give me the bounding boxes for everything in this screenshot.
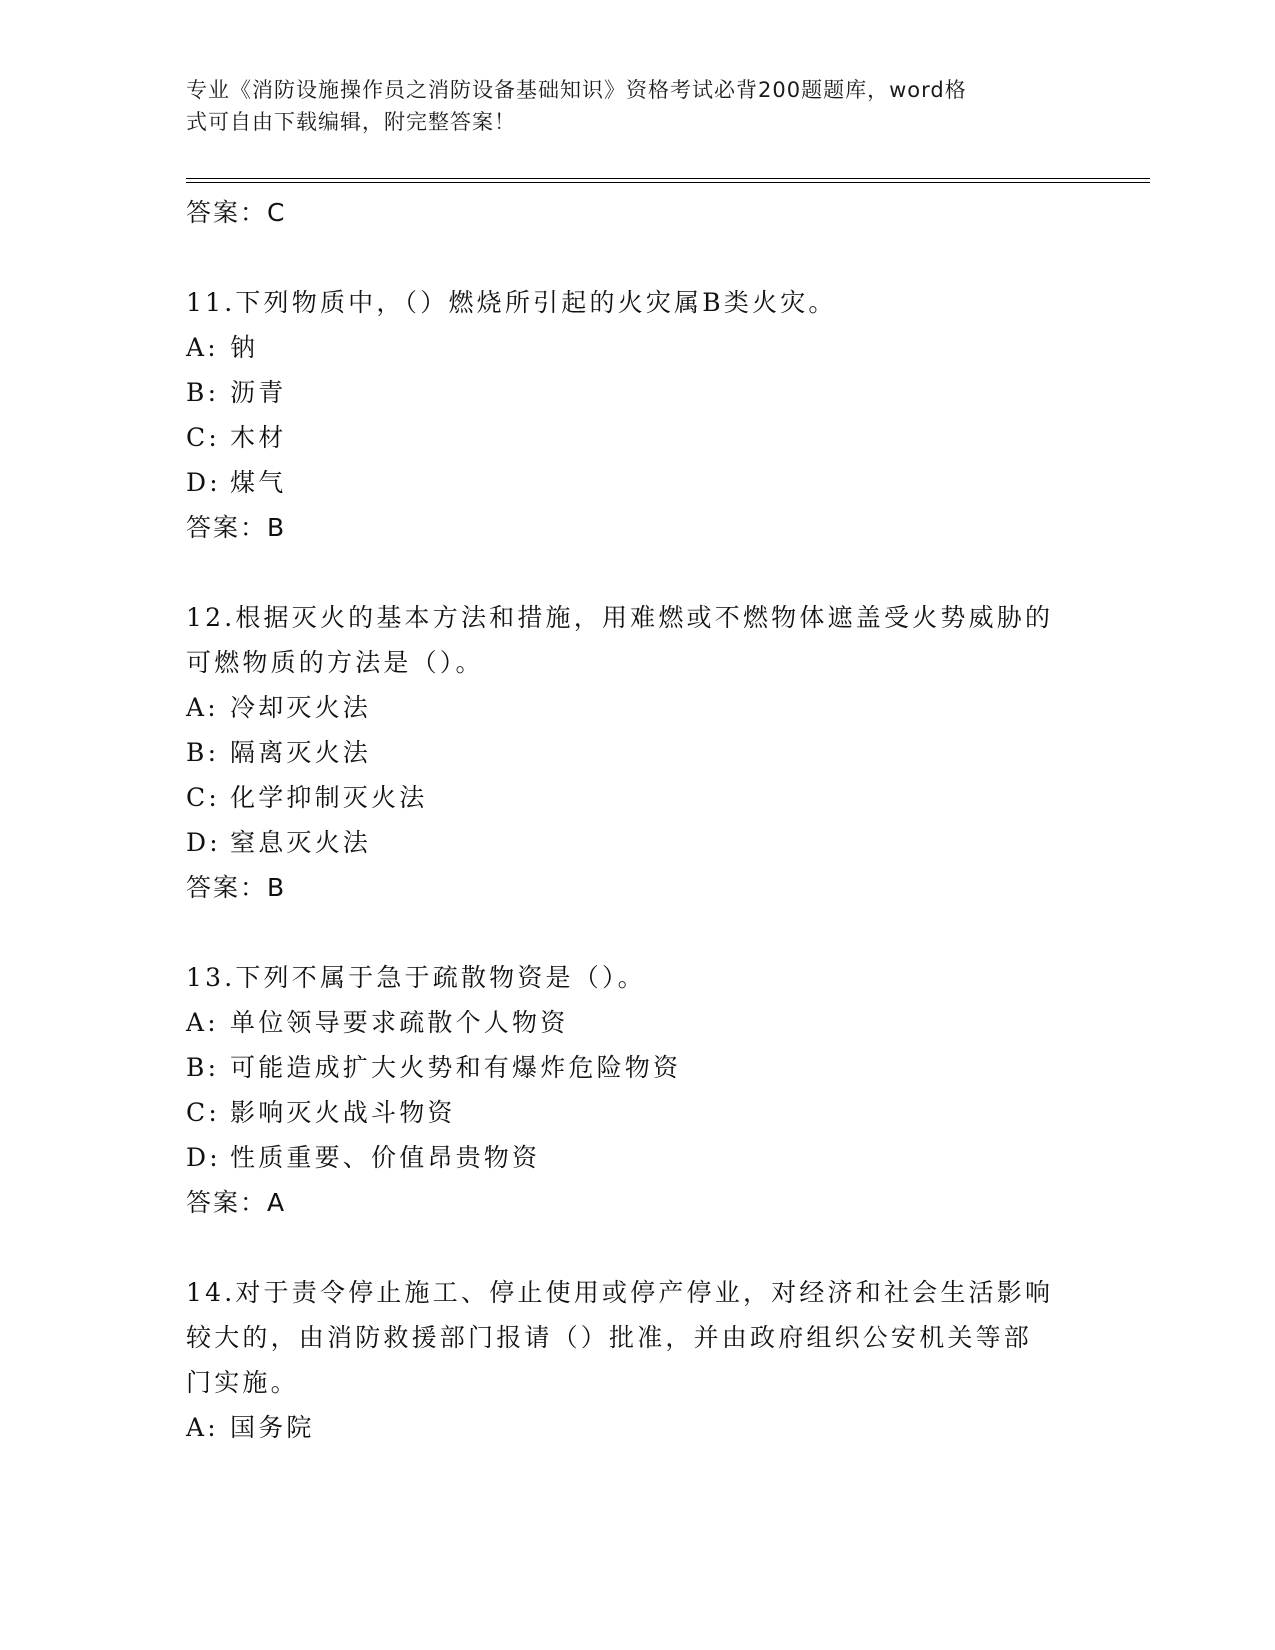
- answer-label: 答案：: [186, 1188, 268, 1217]
- option-letter: B:: [186, 378, 220, 407]
- option-letter: C:: [186, 783, 220, 812]
- answer-line: [186, 505, 1086, 550]
- option-letter: A:: [186, 693, 219, 722]
- option-c: [186, 1090, 1086, 1135]
- option-text: 隔离灭火法: [230, 738, 372, 767]
- answer-value: A: [267, 1188, 287, 1217]
- option-text: 影响灭火战斗物资: [230, 1098, 456, 1127]
- option-letter: C:: [186, 1098, 220, 1127]
- option-text: 化学抑制灭火法: [230, 783, 428, 812]
- answer-value: B: [267, 513, 287, 542]
- option-b: [186, 370, 1086, 415]
- option-d: [186, 820, 1086, 865]
- header-line-2: 式可自由下载编辑，附完整答案！: [186, 110, 516, 134]
- option-letter: A:: [186, 333, 219, 362]
- option-text: 国务院: [230, 1413, 315, 1442]
- stem-line: 13.下列不属于急于疏散物资是（）。: [186, 963, 646, 992]
- option-letter: B:: [186, 1053, 220, 1082]
- question-stem: [186, 595, 1086, 685]
- question-13: [186, 955, 1086, 1225]
- answer-label: 答案：: [186, 873, 268, 902]
- option-text: 沥青: [230, 378, 287, 407]
- question-stem: [186, 280, 1086, 325]
- stem-line: 12.根据灭火的基本方法和措施，用难燃或不燃物体遮盖受火势威胁的: [186, 603, 1054, 632]
- header-divider-top: [186, 178, 1150, 179]
- option-b: [186, 1045, 1086, 1090]
- answer-value: C: [267, 198, 287, 227]
- header-divider-bottom: [186, 182, 1150, 183]
- option-a: [186, 1000, 1086, 1045]
- answer-line: [186, 1180, 1086, 1225]
- answer-label: 答案：: [186, 198, 268, 227]
- option-letter: D:: [186, 468, 221, 497]
- option-letter: A:: [186, 1008, 219, 1037]
- option-text: 窒息灭火法: [230, 828, 372, 857]
- question-stem: [186, 1270, 1086, 1405]
- option-text: 钠: [230, 333, 259, 362]
- option-c: [186, 775, 1086, 820]
- answer-line: [186, 865, 1086, 910]
- stem-line: 11.下列物质中，（）燃烧所引起的火灾属B类火灾。: [186, 288, 837, 317]
- option-a: [186, 685, 1086, 730]
- stem-line: 14.对于责令停止施工、停止使用或停产停业，对经济和社会生活影响: [186, 1278, 1054, 1307]
- option-text: 可能造成扩大火势和有爆炸危险物资: [230, 1053, 682, 1082]
- question-stem: [186, 955, 1086, 1000]
- stem-line: 可燃物质的方法是（）。: [186, 648, 484, 677]
- option-letter: C:: [186, 423, 220, 452]
- option-letter: D:: [186, 1143, 221, 1172]
- answer-line-prev: [186, 190, 1086, 235]
- answer-label: 答案：: [186, 513, 268, 542]
- option-letter: A:: [186, 1413, 219, 1442]
- option-b: [186, 730, 1086, 775]
- option-text: 木材: [230, 423, 287, 452]
- document-header: [186, 74, 1076, 138]
- option-c: [186, 415, 1086, 460]
- option-text: 单位领导要求疏散个人物资: [230, 1008, 569, 1037]
- option-text: 性质重要、价值昂贵物资: [230, 1143, 541, 1172]
- question-14: [186, 1270, 1086, 1450]
- option-a: [186, 325, 1086, 370]
- option-d: [186, 1135, 1086, 1180]
- option-text: 冷却灭火法: [230, 693, 372, 722]
- header-line-1: 专业《消防设施操作员之消防设备基础知识》资格考试必背200题题库，word格: [186, 78, 967, 102]
- stem-line: 门实施。: [186, 1368, 299, 1397]
- answer-value: B: [267, 873, 287, 902]
- option-d: [186, 460, 1086, 505]
- option-text: 煤气: [230, 468, 287, 497]
- question-11: [186, 280, 1086, 550]
- stem-line: 较大的，由消防救援部门报请（）批准，并由政府组织公安机关等部: [186, 1323, 1033, 1352]
- option-letter: B:: [186, 738, 220, 767]
- question-list: [186, 190, 1086, 1450]
- question-12: [186, 595, 1086, 910]
- option-letter: D:: [186, 828, 221, 857]
- option-a: [186, 1405, 1086, 1450]
